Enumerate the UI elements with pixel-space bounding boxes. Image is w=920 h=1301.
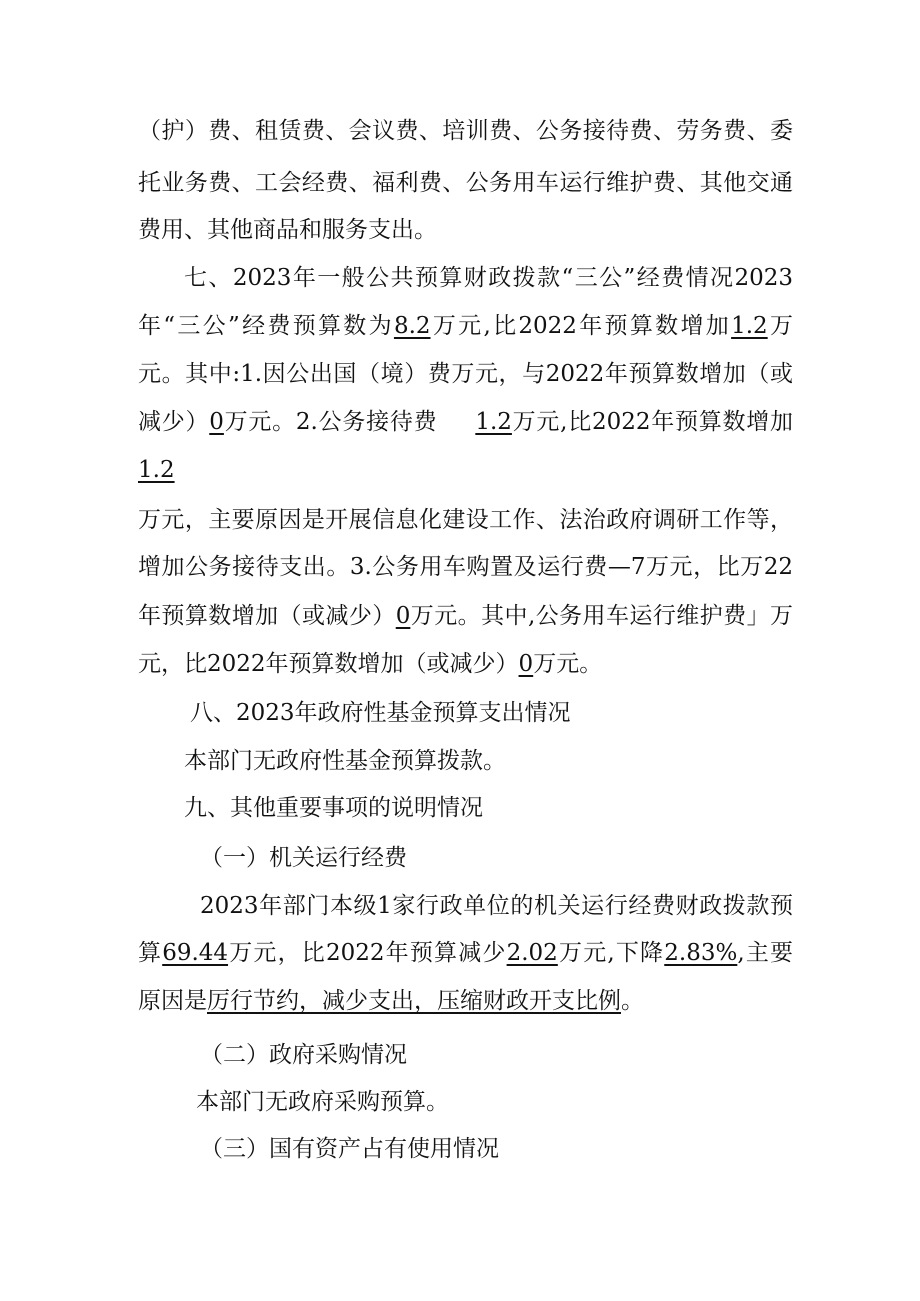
- text-span: 万元,比2022年预算数增加: [430, 313, 732, 339]
- text-span: ,主要: [737, 940, 794, 966]
- paragraph-line: 万元，主要原因是开展信息化建设工作、法治政府调研工作等，: [138, 507, 793, 533]
- text-span: 万元。: [533, 651, 603, 677]
- decrease-value: 2.02: [506, 940, 558, 966]
- section-heading-eight: 八、2023年政府性基金预算支出情况: [190, 700, 571, 726]
- increase-value: 1.2: [138, 457, 175, 483]
- paragraph-line: 托业务费、工会经费、福利费、公务用车运行维护费、其他交通: [138, 170, 793, 196]
- paragraph-line: [138, 648, 602, 682]
- paragraph-line: [138, 937, 793, 971]
- text-span: 元，比2022年预算数增加（或减少）: [138, 651, 519, 677]
- subheading-operating-costs: （一）机关运行经费: [200, 845, 407, 871]
- text-span: 万元，比2022年预算减少: [228, 940, 507, 966]
- paragraph-line: （护）费、租赁费、会议费、培训费、公务接待费、劳务费、委: [138, 118, 793, 144]
- text-span: 万元,下降: [557, 940, 665, 966]
- paragraph-line: [138, 985, 644, 1019]
- paragraph-line: [138, 454, 175, 488]
- section-heading-nine: 九、其他重要事项的说明情况: [184, 795, 483, 821]
- text-span: 万元。2.公务接待费: [223, 409, 438, 435]
- change-value: 0: [518, 651, 534, 677]
- subheading-procurement: （二）政府采购情况: [200, 1042, 407, 1068]
- change-value: 0: [209, 409, 224, 435]
- subheading-assets: （三）国有资产占有使用情况: [200, 1136, 499, 1162]
- operating-budget-value: 69.44: [162, 940, 229, 966]
- paragraph-line: [138, 310, 793, 344]
- change-value: 0: [395, 603, 411, 629]
- text-span: 万: [767, 313, 793, 339]
- paragraph-line: 2023年部门本级1家行政单位的机关运行经费财政拨款预: [200, 893, 793, 919]
- text-span: 年“三公”经费预算数为: [138, 313, 394, 339]
- paragraph-line: [138, 600, 793, 634]
- text-span: 减少）: [138, 409, 210, 435]
- paragraph-line: 费用、其他商品和服务支出。: [138, 217, 437, 243]
- increase-value: 1.2: [731, 313, 768, 339]
- text-span: 万元,比2022年预算数增加: [511, 409, 793, 435]
- text-span: 万元。其中,公务用车运行维护费」万: [410, 603, 794, 629]
- text-span: 年预算数增加（或减少）: [138, 603, 396, 629]
- reception-value: 1.2: [475, 409, 512, 435]
- text-span: 原因是: [138, 988, 207, 1014]
- paragraph-line: [138, 406, 793, 440]
- paragraph-line: 元。其中:1.因公出国（境）费万元，与2022年预算数增加（或: [138, 361, 793, 387]
- reason-text: 厉行节约，减少支出，压缩财政开支比例: [207, 988, 621, 1014]
- text-span: 算: [138, 940, 163, 966]
- paragraph-line: 本部门无政府采购预算。: [196, 1089, 449, 1115]
- budget-value: 8.2: [393, 313, 431, 339]
- decrease-percent: 2.83%: [664, 940, 738, 966]
- paragraph-line: 增加公务接待支出。3.公务用车购置及运行费—7万元，比万22: [138, 554, 793, 580]
- section-heading-seven: 七、2023年一般公共预算财政拨款“三公”经费情况2023: [184, 265, 793, 291]
- text-span: 。: [621, 988, 644, 1014]
- paragraph-line: 本部门无政府性基金预算拨款。: [184, 748, 506, 774]
